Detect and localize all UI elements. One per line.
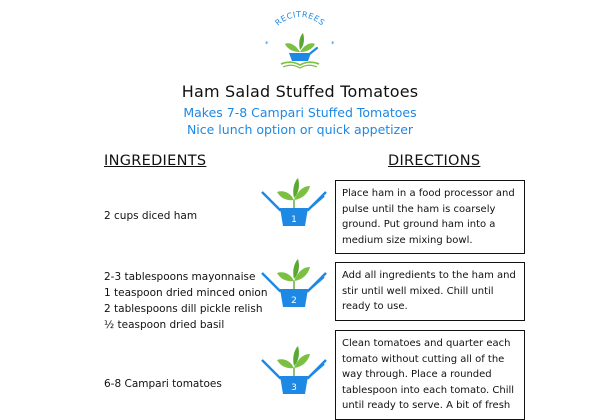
svg-text:RECITREES bbox=[273, 10, 326, 28]
step-1-icon bbox=[258, 170, 330, 232]
directions-heading: DIRECTIONS bbox=[388, 153, 481, 169]
direction-line: pulse until the ham is coarsely bbox=[342, 203, 496, 215]
logo-brand-text: RECITREES bbox=[273, 9, 327, 28]
direction-line: until ready to serve. A bit of fresh bbox=[342, 400, 511, 411]
step-3-icon bbox=[258, 338, 330, 400]
step-1-ingredients bbox=[104, 208, 197, 224]
recitrees-logo bbox=[255, 8, 345, 70]
step-3-ingredients bbox=[104, 376, 222, 392]
step-2-directions bbox=[335, 262, 525, 321]
logo-star-left: * bbox=[265, 40, 269, 48]
ingredient-item: 2-3 tablespoons mayonnaise bbox=[104, 271, 256, 283]
ingredient-item: ½ teaspoon dried basil bbox=[104, 319, 225, 331]
step-2-icon bbox=[258, 251, 330, 313]
recipe-yield: Makes 7-8 Campari Stuffed Tomatoes bbox=[183, 105, 417, 120]
logo-star-right: * bbox=[331, 40, 335, 48]
direction-line: way through. Place a rounded bbox=[342, 369, 492, 380]
direction-line: tablespoon into each tomato. Chill bbox=[342, 384, 515, 396]
direction-line: stir until well mixed. Chill until bbox=[342, 285, 494, 297]
step-number: 1 bbox=[291, 215, 297, 225]
direction-line: ready to use. bbox=[342, 301, 408, 312]
direction-line: medium size mixing bowl. bbox=[342, 234, 473, 246]
recipe-description: Nice lunch option or quick appetizer bbox=[186, 122, 414, 137]
direction-line: ground. Put ground ham into a bbox=[342, 219, 496, 230]
step-1-directions bbox=[335, 180, 525, 254]
step-number: 2 bbox=[291, 296, 297, 306]
ingredient-item: 6-8 Campari tomatoes bbox=[104, 378, 222, 390]
direction-line: Place ham in a food processor and bbox=[342, 188, 515, 199]
ingredients-heading: INGREDIENTS bbox=[104, 153, 207, 169]
ingredient-item: 2 cups diced ham bbox=[104, 210, 198, 222]
recipe-title: Ham Salad Stuffed Tomatoes bbox=[181, 82, 419, 101]
ingredient-item: 1 teaspoon dried minced onion bbox=[104, 287, 268, 299]
ingredient-item: 2 tablespoons dill pickle relish bbox=[104, 303, 263, 315]
step-2-ingredients bbox=[104, 269, 267, 333]
direction-line: tomato without cutting all of the bbox=[342, 353, 505, 365]
step-3-directions bbox=[335, 330, 525, 420]
direction-line: Add all ingredients to the ham and bbox=[342, 270, 516, 281]
step-number: 3 bbox=[291, 383, 297, 393]
direction-line: Clean tomatoes and quarter each bbox=[342, 338, 511, 349]
